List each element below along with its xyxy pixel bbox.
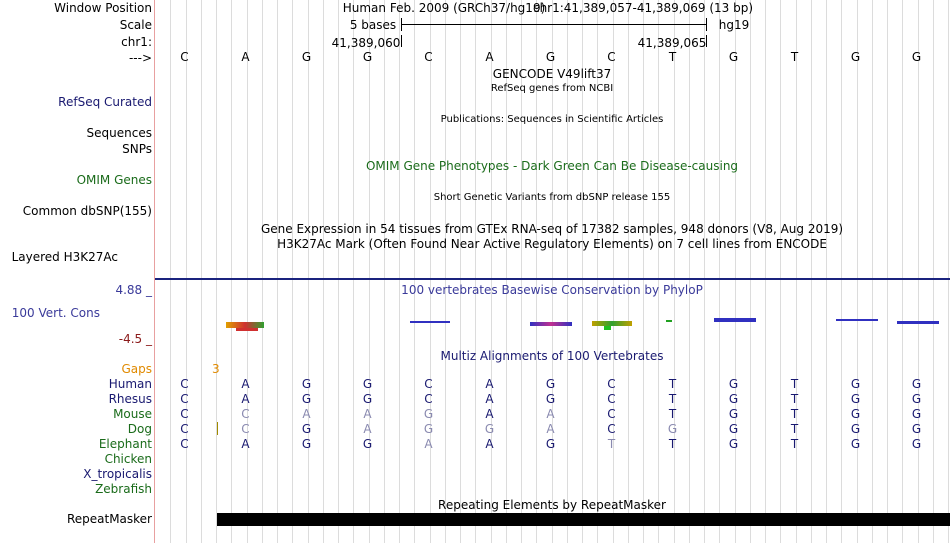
track-label-repeatmasker[interactable]: RepeatMasker: [66, 512, 152, 526]
scale-db: hg19: [718, 18, 750, 32]
species-base: T: [668, 392, 677, 406]
species-base: G: [301, 437, 312, 451]
reference-base: G: [301, 50, 312, 64]
gridline: [292, 0, 293, 543]
label-scale: Scale: [119, 18, 152, 32]
omim-title: OMIM Gene Phenotypes - Dark Green Can Be Disease-causing: [365, 159, 739, 173]
reference-base: T: [668, 50, 677, 64]
gridline: [857, 0, 858, 543]
species-base: C: [241, 407, 250, 421]
species-base: C: [607, 377, 616, 391]
phylop-logo-mark: [666, 320, 672, 322]
species-base: A: [241, 377, 250, 391]
reference-base: C: [607, 50, 616, 64]
species-base: A: [485, 407, 494, 421]
species-base: G: [423, 407, 434, 421]
phylop-title: 100 vertebrates Basewise Conservation by PhyloP: [401, 283, 703, 297]
phylop-logo-mark: [897, 321, 939, 324]
gridline: [399, 0, 400, 543]
species-base: C: [424, 377, 433, 391]
reference-base: G: [850, 50, 861, 64]
species-label[interactable]: Dog: [127, 422, 152, 436]
species-label[interactable]: Mouse: [113, 407, 152, 421]
species-base: A: [485, 392, 494, 406]
dog-gap-mark: [217, 422, 218, 435]
species-base: T: [668, 377, 677, 391]
species-base: G: [850, 437, 861, 451]
species-base: G: [545, 437, 556, 451]
reference-base: G: [545, 50, 556, 64]
gridline: [628, 0, 629, 543]
gridline: [902, 0, 903, 543]
section-separator: [155, 278, 950, 280]
species-base: C: [424, 392, 433, 406]
gridline: [674, 0, 675, 543]
gtex-title: Gene Expression in 54 tissues from GTEx RNA-seq of 17382 samples, 948 donors (V8, Aug 2019): [260, 222, 844, 236]
gridline: [719, 0, 720, 543]
gridline: [323, 0, 324, 543]
species-base: A: [363, 407, 372, 421]
scale-bar-left-tick: [401, 18, 402, 31]
scale-bar: [401, 24, 707, 25]
gridline: [460, 0, 461, 543]
species-label[interactable]: Human: [108, 377, 152, 391]
species-base: C: [607, 407, 616, 421]
species-label[interactable]: Rhesus: [108, 392, 152, 406]
species-base: A: [302, 407, 311, 421]
coord-right: 41,389,065: [637, 36, 707, 50]
track-label-gaps[interactable]: Gaps: [121, 362, 152, 376]
species-base: G: [911, 392, 922, 406]
gridline: [704, 0, 705, 543]
gridline: [186, 0, 187, 543]
species-base: G: [728, 377, 739, 391]
gencode-track-title[interactable]: GENCODE V49lift37: [492, 67, 612, 81]
track-label-refseq[interactable]: RefSeq Curated: [58, 95, 152, 109]
gridline: [872, 0, 873, 543]
species-base: A: [363, 422, 372, 436]
species-base: A: [424, 437, 433, 451]
track-label-sequences[interactable]: Sequences: [86, 126, 152, 140]
gridline: [689, 0, 690, 543]
track-label-layered-h3k27ac[interactable]: Layered H3K27Ac: [11, 250, 118, 264]
reference-base: A: [241, 50, 250, 64]
species-base: A: [485, 437, 494, 451]
phylop-logo-mark: [714, 318, 756, 322]
coord-left: 41,389,060: [331, 36, 401, 50]
gridline: [841, 0, 842, 543]
gridline: [780, 0, 781, 543]
scale-text: 5 bases: [349, 18, 397, 32]
species-base: G: [911, 437, 922, 451]
species-base: G: [484, 422, 495, 436]
species-base: G: [911, 377, 922, 391]
gridline: [308, 0, 309, 543]
gridline: [796, 0, 797, 543]
reference-base: C: [424, 50, 433, 64]
species-base: G: [850, 377, 861, 391]
species-base: G: [545, 377, 556, 391]
label-window-position: Window Position: [54, 1, 152, 15]
gridline: [262, 0, 263, 543]
species-base: G: [362, 377, 373, 391]
gridline: [384, 0, 385, 543]
track-label-omim[interactable]: OMIM Genes: [76, 173, 152, 187]
track-label-vert-cons[interactable]: 100 Vert. Cons: [11, 306, 100, 320]
species-base: G: [850, 407, 861, 421]
window-position-value: chr1:41,389,057-41,389,069 (13 bp): [532, 1, 754, 15]
species-base: T: [790, 437, 799, 451]
gridline: [445, 0, 446, 543]
species-base: C: [180, 392, 189, 406]
species-base: G: [728, 407, 739, 421]
gridline: [933, 0, 934, 543]
species-base: T: [668, 437, 677, 451]
species-base: G: [362, 392, 373, 406]
assembly-label: Human Feb. 2009 (GRCh37/hg19): [342, 1, 546, 15]
gridline: [826, 0, 827, 543]
species-base: T: [607, 437, 616, 451]
species-label[interactable]: Zebrafish: [95, 482, 152, 496]
species-base: G: [911, 407, 922, 421]
species-base: G: [850, 422, 861, 436]
species-base: G: [911, 422, 922, 436]
h3k27ac-title: H3K27Ac Mark (Often Found Near Active Regulatory Elements) on 7 cell lines from ENCODE: [277, 237, 827, 251]
label-chrom: chr1:: [121, 35, 152, 49]
gridline: [369, 0, 370, 543]
species-base: G: [301, 377, 312, 391]
phylop-logo-mark: [530, 322, 572, 326]
gridline: [643, 0, 644, 543]
species-label[interactable]: Chicken: [104, 452, 152, 466]
phylop-logo-mark: [410, 321, 450, 323]
track-label-snps[interactable]: SNPs: [122, 142, 152, 156]
species-base: G: [423, 422, 434, 436]
gridline: [216, 0, 217, 543]
reference-base: G: [362, 50, 373, 64]
species-base: T: [790, 377, 799, 391]
reference-base: T: [790, 50, 799, 64]
repeatmasker-element[interactable]: [217, 513, 950, 526]
dbsnp-title: Short Genetic Variants from dbSNP release 155: [433, 192, 671, 203]
phylop-logo-mark: [236, 328, 258, 331]
species-base: C: [180, 407, 189, 421]
species-base: G: [728, 437, 739, 451]
reference-base: C: [180, 50, 189, 64]
gridline: [475, 0, 476, 543]
gridline: [353, 0, 354, 543]
gridline: [887, 0, 888, 543]
multiz-title: Multiz Alignments of 100 Vertebrates: [440, 349, 664, 363]
species-base: A: [241, 437, 250, 451]
phylop-logo-mark: [604, 326, 611, 330]
species-base: G: [362, 437, 373, 451]
species-base: G: [728, 392, 739, 406]
species-base: T: [668, 407, 677, 421]
coord-left-tick: [401, 35, 402, 47]
species-base: T: [790, 422, 799, 436]
gridline: [247, 0, 248, 543]
species-base: C: [180, 377, 189, 391]
gridline: [231, 0, 232, 543]
species-base: G: [301, 422, 312, 436]
gridline: [338, 0, 339, 543]
species-base: A: [546, 422, 555, 436]
species-label[interactable]: X_tropicalis: [83, 467, 152, 481]
gridline: [765, 0, 766, 543]
refseq-subtitle: RefSeq genes from NCBI: [490, 83, 614, 94]
species-base: G: [728, 422, 739, 436]
reference-base: G: [911, 50, 922, 64]
cons-max-value: 4.88 _: [115, 283, 152, 297]
label-strand-arrow[interactable]: --->: [128, 51, 152, 65]
species-base: C: [241, 422, 250, 436]
gridline: [948, 0, 949, 543]
species-base: A: [485, 377, 494, 391]
gridline: [430, 0, 431, 543]
gridline: [658, 0, 659, 543]
species-base: G: [667, 422, 678, 436]
species-base: G: [850, 392, 861, 406]
species-base: C: [180, 437, 189, 451]
gridline: [918, 0, 919, 543]
species-base: T: [790, 407, 799, 421]
gridline: [811, 0, 812, 543]
gridline: [170, 0, 171, 543]
species-base: A: [546, 407, 555, 421]
scale-bar-right-tick: [706, 18, 707, 31]
species-base: G: [545, 392, 556, 406]
phylop-logo-mark: [836, 319, 878, 321]
species-base: G: [301, 392, 312, 406]
cons-min-value: -4.5 _: [118, 332, 152, 346]
reference-base: A: [485, 50, 494, 64]
gridline: [277, 0, 278, 543]
rmsk-title: Repeating Elements by RepeatMasker: [438, 498, 666, 512]
species-base: C: [607, 422, 616, 436]
gridline: [414, 0, 415, 543]
species-base: C: [607, 392, 616, 406]
gridline: [735, 0, 736, 543]
species-label[interactable]: Elephant: [98, 437, 152, 451]
reference-base: G: [728, 50, 739, 64]
species-base: A: [241, 392, 250, 406]
publications-title: Publications: Sequences in Scientific Articles: [440, 114, 664, 125]
species-base: C: [180, 422, 189, 436]
gridline: [201, 0, 202, 543]
coord-right-tick: [706, 35, 707, 47]
gap-count: 3: [212, 362, 220, 376]
phylop-logo-mark: [592, 321, 632, 326]
track-label-common-dbsnp[interactable]: Common dbSNP(155): [22, 204, 152, 218]
gridline: [750, 0, 751, 543]
species-base: T: [790, 392, 799, 406]
